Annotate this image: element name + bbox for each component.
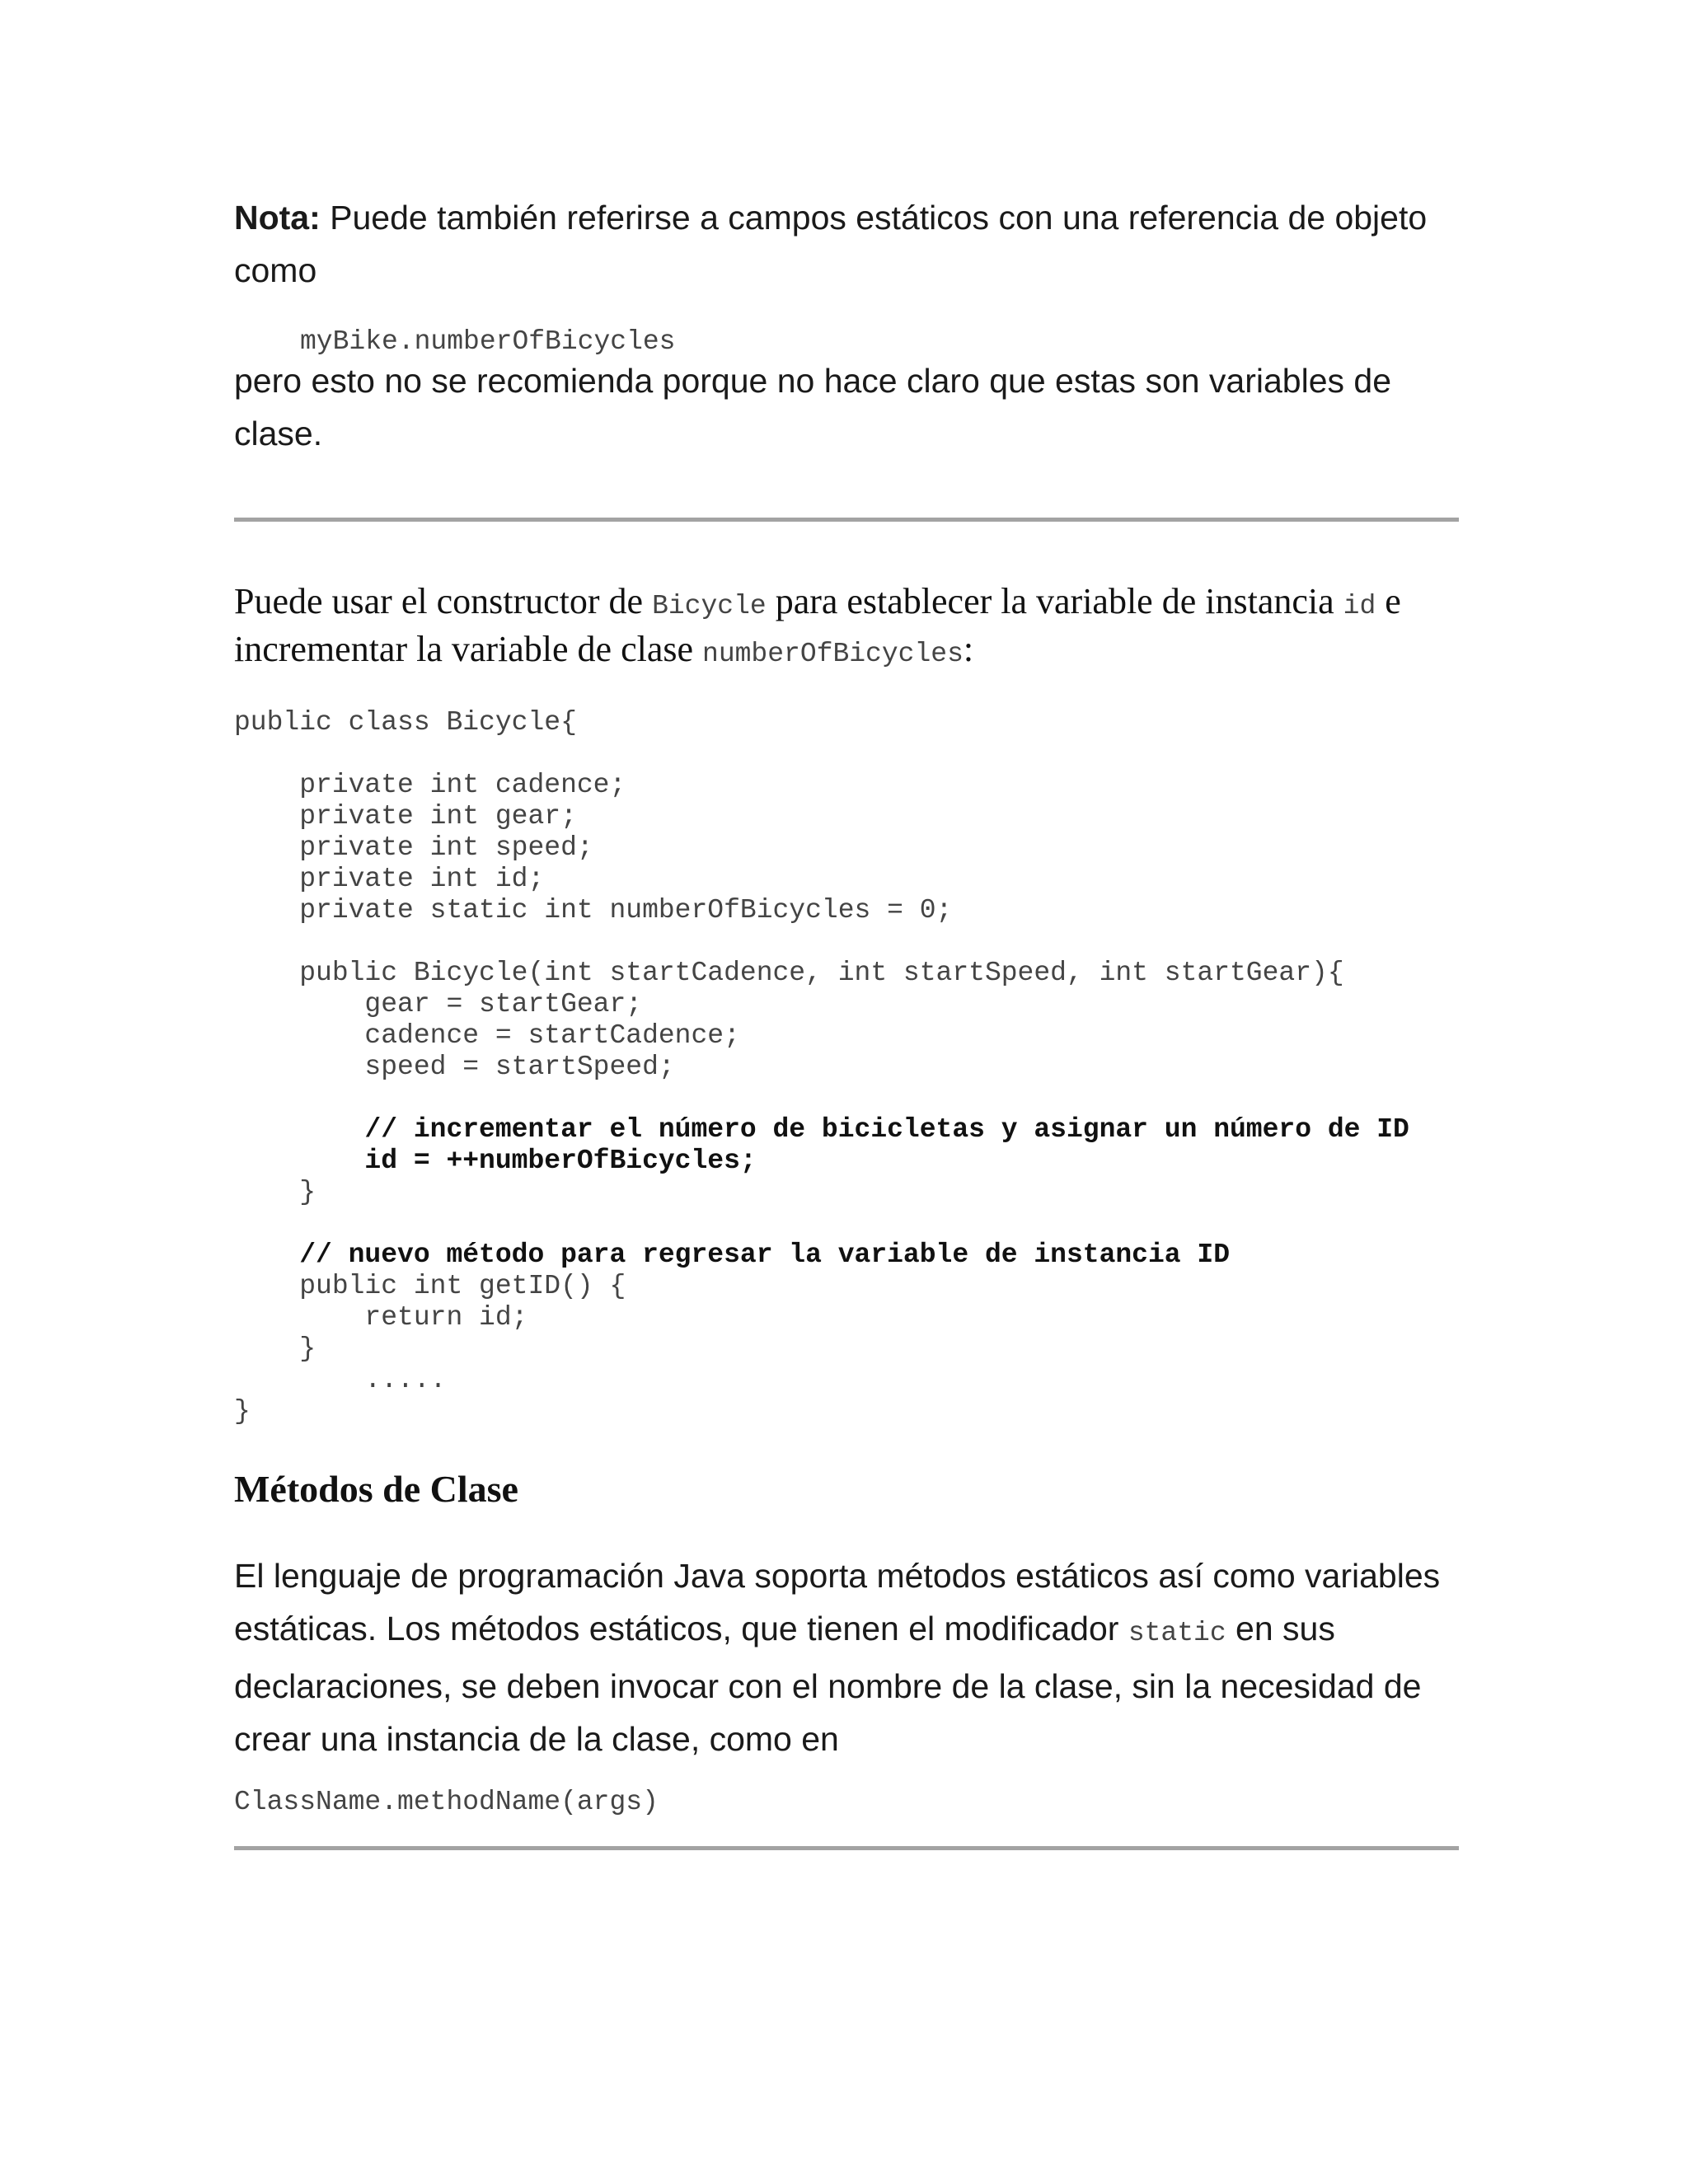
constructor-text-1: Puede usar el constructor de	[234, 581, 653, 621]
constructor-text-3: e incrementar la variable de clase	[234, 581, 1401, 669]
code-line: cadence = startCadence;	[234, 1020, 740, 1051]
inline-code-static: static	[1128, 1618, 1226, 1648]
note-code-example: myBike.numberOfBicycles	[300, 326, 676, 357]
note-after-text: pero esto no se recomienda porque no hace claro que estas son variables de clase.	[234, 362, 1392, 452]
note-label: Nota:	[234, 199, 321, 237]
class-methods-paragraph	[234, 1549, 1470, 1765]
constructor-text-4: :	[963, 629, 974, 669]
code-line: speed = startSpeed;	[234, 1052, 675, 1082]
code-line: private int speed;	[234, 832, 593, 863]
code-line: private static int numberOfBicycles = 0;	[234, 895, 953, 926]
code-line: return id;	[234, 1302, 528, 1333]
code-line: // nuevo método para regresar la variable de instancia ID	[234, 1240, 1230, 1270]
note-paragraph	[234, 191, 1470, 297]
section-heading: Métodos de Clase	[234, 1468, 518, 1510]
constructor-text-2: para establecer la variable de instancia	[766, 581, 1343, 621]
inline-code-bicycle: Bicycle	[652, 591, 767, 621]
code-line: public int getID() {	[234, 1271, 626, 1301]
code-line: public class Bicycle{	[234, 707, 577, 738]
code-line: }	[234, 1177, 316, 1207]
code-line: id = ++numberOfBicycles;	[234, 1146, 757, 1176]
code-line: .....	[234, 1365, 447, 1395]
horizontal-divider-bottom	[234, 1846, 1459, 1850]
class-method-example-code: ClassName.methodName(args)	[234, 1787, 659, 1817]
class-methods-text-2: en sus declaraciones, se deben invocar con el nombre de la clase, sin la necesidad de crear una instancia de la clase, como en	[234, 1610, 1422, 1758]
code-line: private int gear;	[234, 801, 577, 832]
class-methods-text-1: El lenguaje de programación Java soporta métodos estáticos así como variables estáticas. Los métodos estáticos, que tienen el modificador	[234, 1557, 1441, 1647]
code-line: private int cadence;	[234, 770, 626, 800]
inline-code-id: id	[1343, 591, 1376, 621]
code-line: public Bicycle(int startCadence, int startSpeed, int startGear){	[234, 958, 1344, 988]
code-line: }	[234, 1396, 251, 1427]
code-line: // incrementar el número de bicicletas y asignar un número de ID	[234, 1114, 1409, 1145]
code-line: }	[234, 1333, 316, 1364]
code-line: private int id;	[234, 864, 545, 894]
horizontal-divider-top	[234, 518, 1459, 522]
constructor-paragraph	[234, 580, 1470, 676]
java-code-block	[234, 707, 1409, 1427]
code-line: gear = startGear;	[234, 989, 643, 1019]
note-text: Puede también referirse a campos estáticos con una referencia de objeto como	[234, 199, 1428, 289]
inline-code-numberofbicycles: numberOfBicycles	[702, 639, 964, 669]
